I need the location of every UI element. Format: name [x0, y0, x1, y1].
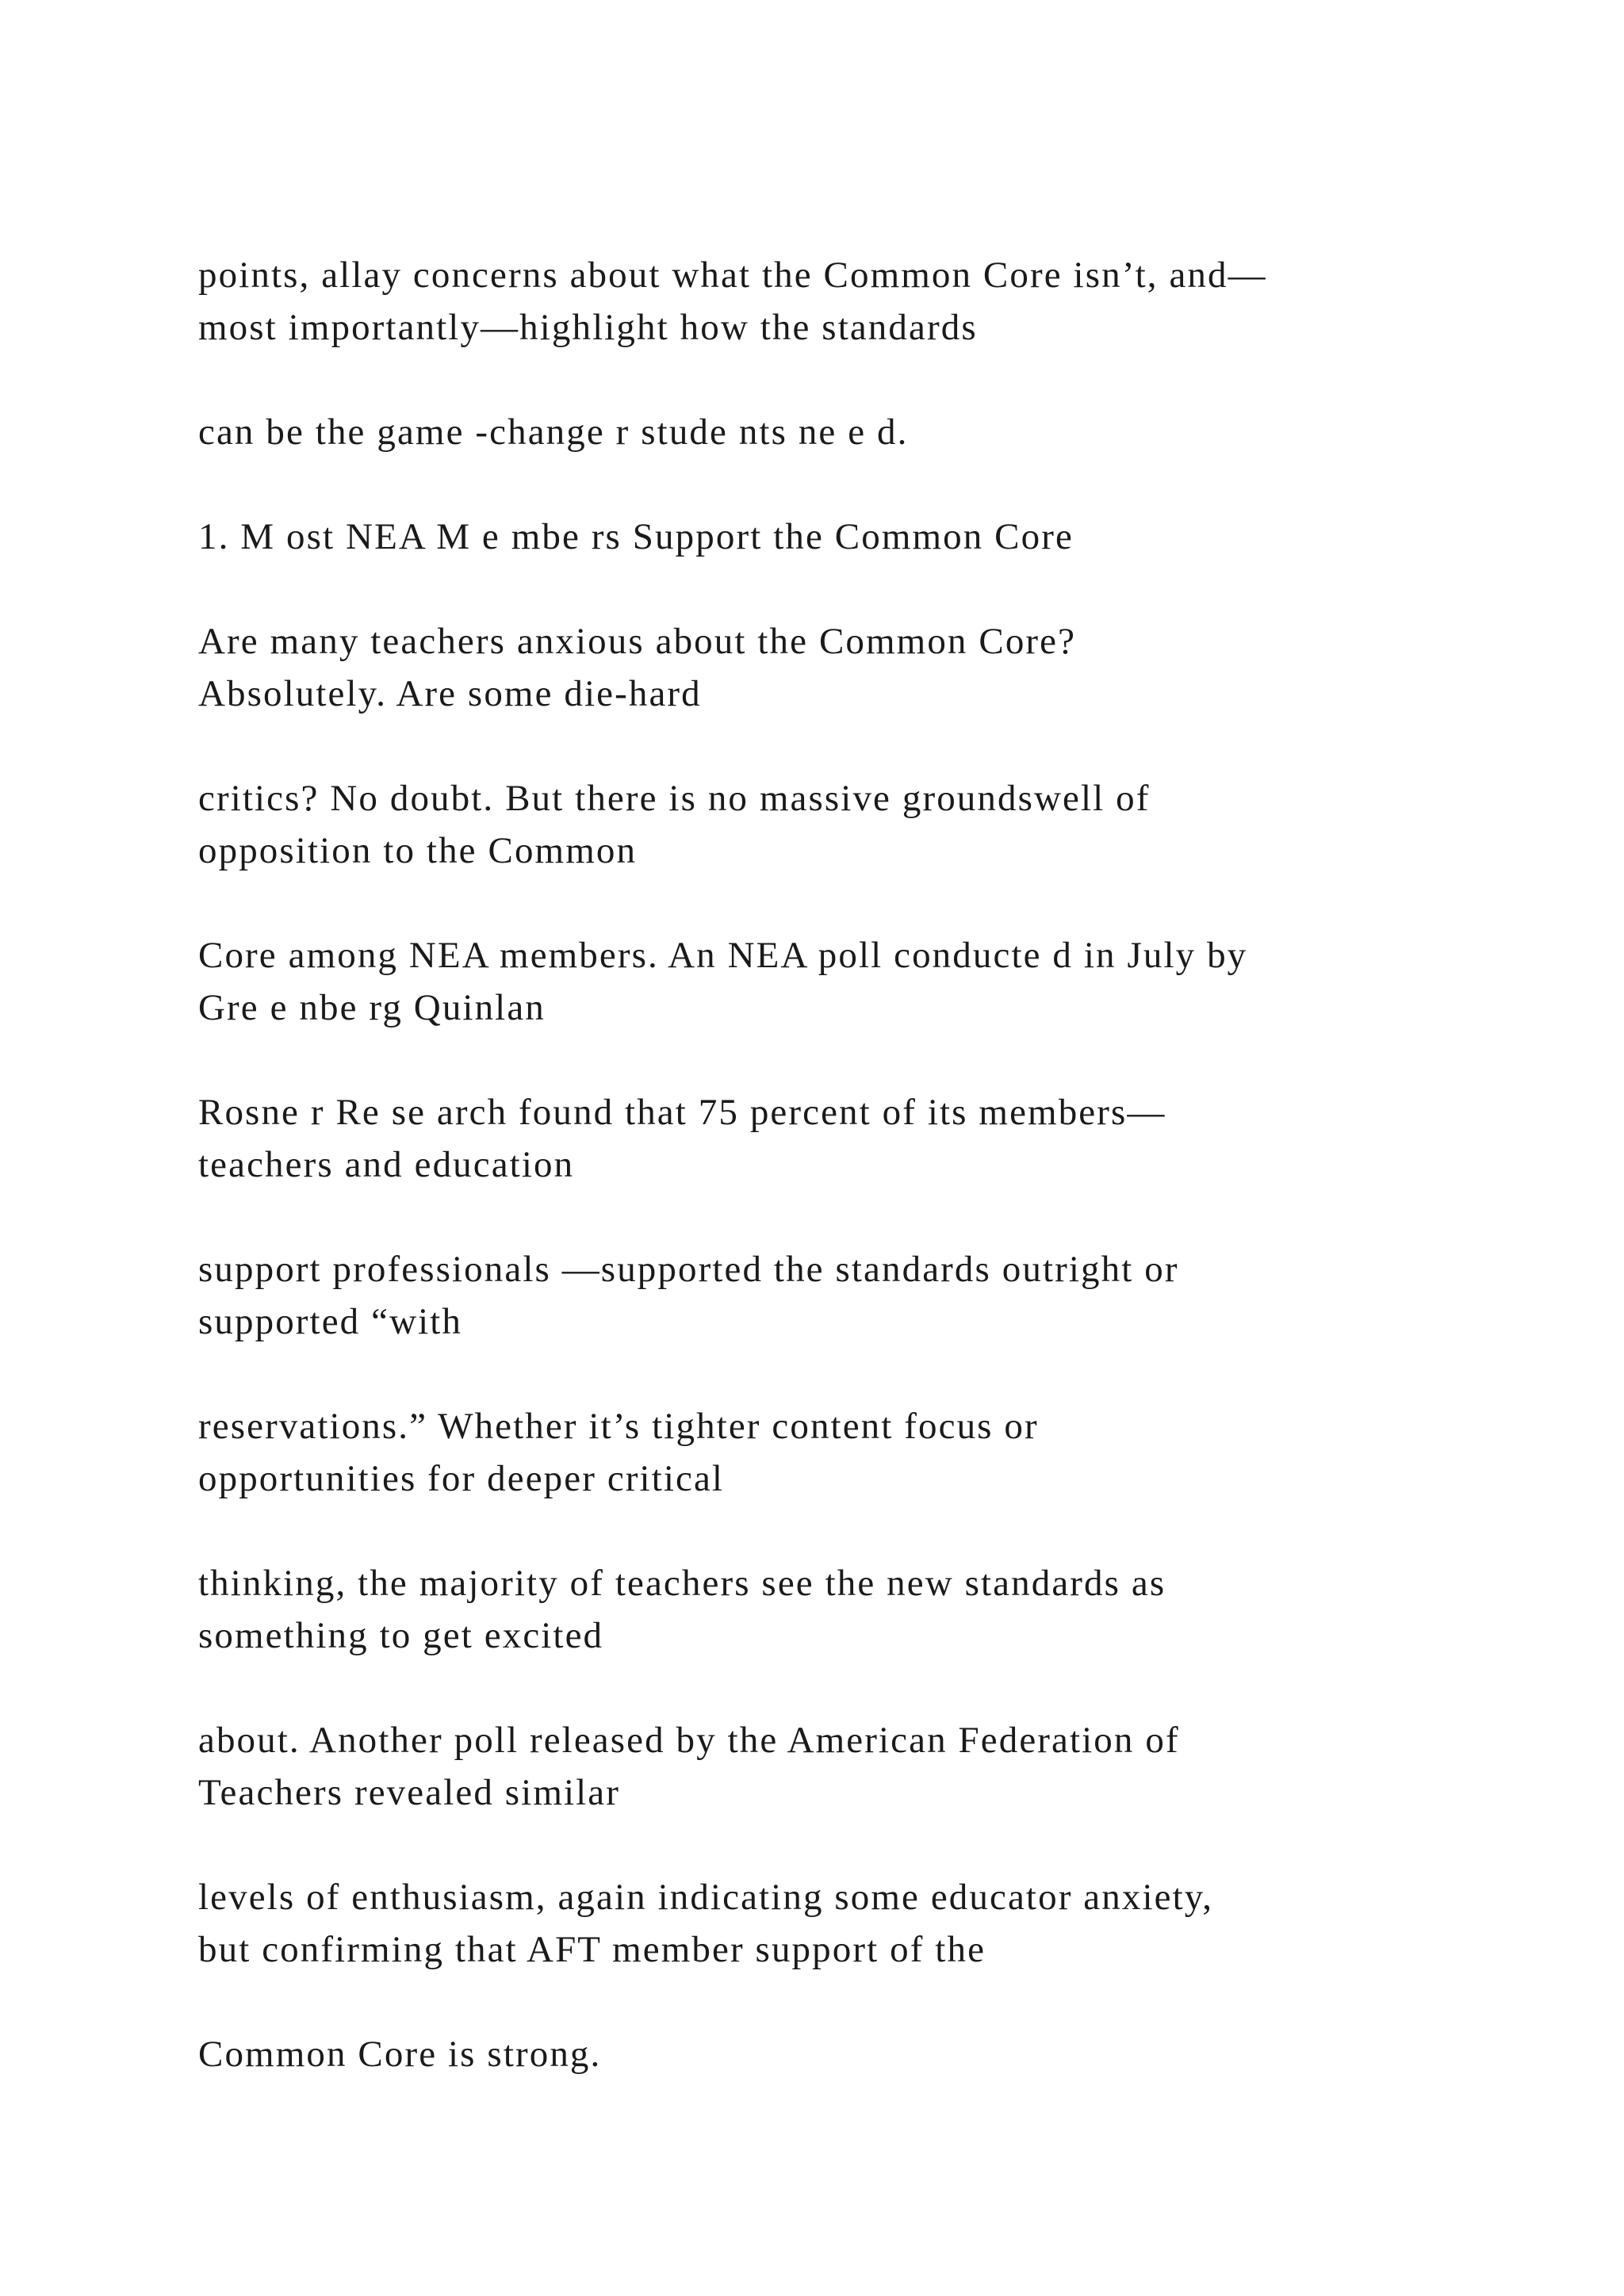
text-line: supported “with — [198, 1301, 463, 1342]
paragraph-9 — [198, 1557, 1481, 1662]
text-line: critics? No doubt. But there is no massive groundswell of — [198, 778, 1151, 819]
text-line: Are many teachers anxious about the Common Core? — [198, 621, 1077, 662]
paragraph-7 — [198, 1243, 1481, 1348]
section-heading — [198, 511, 1481, 563]
text-line: Common Core is strong. — [198, 2034, 602, 2075]
text-line: reservations.” Whether it’s tighter content focus or — [198, 1406, 1039, 1447]
text-line: thinking, the majority of teachers see the new standards as — [198, 1563, 1166, 1604]
paragraph-8 — [198, 1400, 1481, 1505]
text-line: Teachers revealed similar — [198, 1772, 621, 1813]
text-line: Core among NEA members. An NEA poll conducte d in July by — [198, 935, 1248, 976]
text-line: but confirming that AFT member support of the — [198, 1929, 986, 1970]
paragraph-5 — [198, 929, 1481, 1034]
text-line: levels of enthusiasm, again indicating some educator anxiety, — [198, 1877, 1214, 1918]
text-line: 1. M ost NEA M e mbe rs Support the Common Core — [198, 516, 1074, 557]
paragraph-10 — [198, 1714, 1481, 1819]
paragraph-11 — [198, 1871, 1481, 1976]
text-line: can be the game -change r stude nts ne e d. — [198, 411, 909, 453]
text-line: Absolutely. Are some die-hard — [198, 673, 702, 714]
text-line: most importantly—highlight how the standards — [198, 307, 978, 348]
text-line: teachers and education — [198, 1144, 575, 1185]
text-line: points, allay concerns about what the Common Core isn’t, and— — [198, 254, 1267, 296]
text-line: Rosne r Re se arch found that 75 percent of its members— — [198, 1092, 1166, 1133]
paragraph-2 — [198, 406, 1481, 458]
paragraph-1 — [198, 249, 1481, 354]
text-line: opposition to the Common — [198, 830, 638, 871]
text-line: opportunities for deeper critical — [198, 1458, 725, 1499]
text-line: about. Another poll released by the American Federation of — [198, 1720, 1180, 1761]
paragraph-3 — [198, 615, 1481, 720]
text-line: Gre e nbe rg Quinlan — [198, 987, 546, 1028]
text-line: support professionals —supported the standards outright or — [198, 1249, 1179, 1290]
paragraph-12 — [198, 2028, 1481, 2080]
paragraph-6 — [198, 1086, 1481, 1191]
text-line: something to get excited — [198, 1615, 604, 1656]
paragraph-4 — [198, 772, 1481, 877]
